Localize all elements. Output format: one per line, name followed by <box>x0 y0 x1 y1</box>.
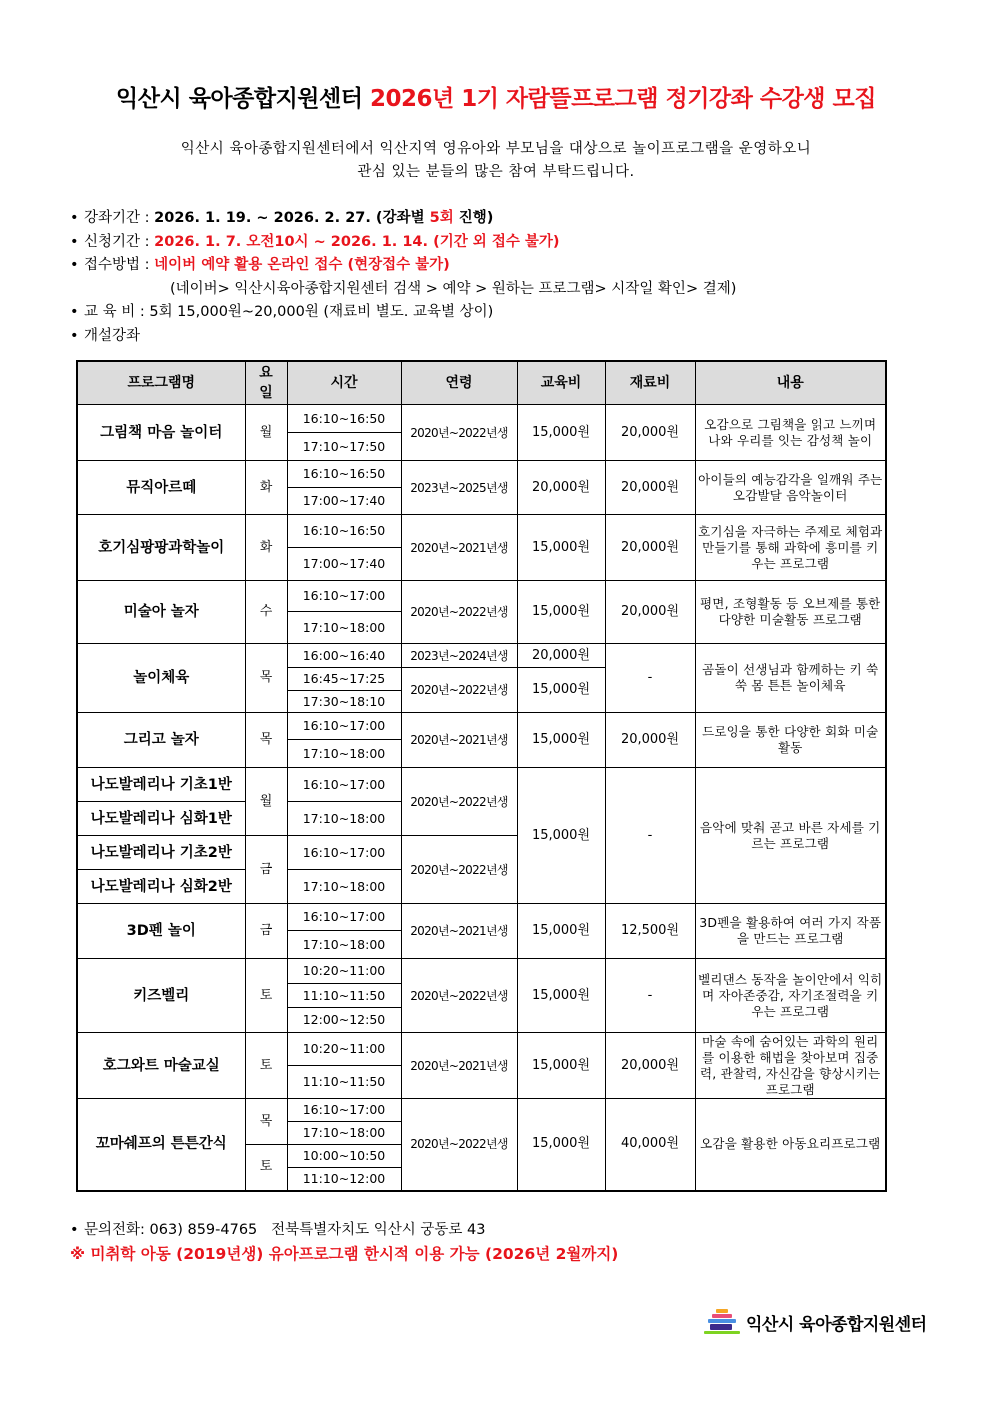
program-time: 17:10~18:00 <box>287 870 401 904</box>
program-material: 20,000원 <box>605 515 695 581</box>
col-program: 프로그램명 <box>77 361 245 405</box>
program-name: 키즈벨리 <box>77 959 245 1033</box>
program-time: 17:10~18:00 <box>287 740 401 768</box>
program-material: - <box>605 768 695 904</box>
program-content: 오감으로 그림책을 읽고 느끼며 나와 우리를 잇는 감성책 놀이 <box>695 405 886 461</box>
program-age: 2020년~2022년생 <box>401 668 517 713</box>
program-content: 오감을 활용한 아동요리프로그램 <box>695 1099 886 1191</box>
table-row <box>77 904 886 931</box>
program-age: 2020년~2022년생 <box>401 1099 517 1191</box>
table-row <box>77 768 886 802</box>
program-age: 2020년~2022년생 <box>401 581 517 644</box>
program-age: 2023년~2025년생 <box>401 461 517 515</box>
program-day: 목 <box>245 713 287 768</box>
program-time: 17:00~17:40 <box>287 488 401 515</box>
program-content: 호기심을 자극하는 주제로 체험과 만들기를 통해 과학에 흥미를 키우는 프로그램 <box>695 515 886 581</box>
program-time: 16:10~17:00 <box>287 836 401 870</box>
program-time: 16:10~17:00 <box>287 713 401 740</box>
program-content: 벨리댄스 동작을 놀이안에서 익히며 자아존중감, 자기조절력을 키우는 프로그램 <box>695 959 886 1033</box>
program-name: 나도발레리나 심화1반 <box>77 802 245 836</box>
page-title-program: 2026년 1기 자람뜰프로그램 정기강좌 수강생 모집 <box>369 86 876 112</box>
table-row <box>77 405 886 433</box>
table-row <box>77 515 886 548</box>
info-period <box>70 207 736 231</box>
program-age: 2020년~2021년생 <box>401 904 517 959</box>
apply-value: 2026. 1. 7. 오전10시 ~ 2026. 1. 14. (기간 외 접수 불가) <box>154 233 560 250</box>
program-age: 2020년~2022년생 <box>401 836 517 904</box>
schedule-table <box>76 360 887 1192</box>
program-material: 20,000원 <box>605 1033 695 1099</box>
program-time: 16:10~17:00 <box>287 581 401 612</box>
info-courses <box>70 325 736 349</box>
program-content: 곰돌이 선생님과 함께하는 키 쑥쑥 몸 튼튼 놀이체육 <box>695 644 886 713</box>
program-name: 나도발레리나 심화2반 <box>77 870 245 904</box>
program-name: 뮤직아르떼 <box>77 461 245 515</box>
program-name: 나도발레리나 기초2반 <box>77 836 245 870</box>
program-fee: 15,000원 <box>517 959 605 1033</box>
bullet-icon: • <box>70 233 79 250</box>
program-name: 호그와트 마술교실 <box>77 1033 245 1099</box>
page-title-center: 익산시 육아종합지원센터 <box>116 86 363 112</box>
program-name: 호기심팡팡과학놀이 <box>77 515 245 581</box>
program-day: 화 <box>245 461 287 515</box>
program-name: 3D펜 놀이 <box>77 904 245 959</box>
program-time: 17:10~18:00 <box>287 931 401 959</box>
contact-info: 문의전화: 063) 859-4765 전북특별자치도 익산시 궁동로 43 <box>84 1222 486 1238</box>
program-time: 11:10~11:50 <box>287 984 401 1008</box>
program-time: 10:20~11:00 <box>287 1033 401 1066</box>
program-time: 17:00~17:40 <box>287 548 401 581</box>
program-day: 월 <box>245 768 287 836</box>
program-day: 금 <box>245 836 287 904</box>
program-age: 2020년~2021년생 <box>401 713 517 768</box>
program-day: 목 <box>245 644 287 713</box>
courses-label: 개설강좌 <box>84 327 141 344</box>
program-content: 아이들의 예능감각을 일깨워 주는 오감발달 음악놀이터 <box>695 461 886 515</box>
program-age: 2020년~2021년생 <box>401 515 517 581</box>
table-row <box>77 644 886 668</box>
info-fee <box>70 301 736 325</box>
program-fee: 15,000원 <box>517 768 605 904</box>
col-time: 시간 <box>287 361 401 405</box>
program-day: 금 <box>245 904 287 959</box>
logo-mark-icon <box>704 1309 740 1335</box>
col-content: 내용 <box>695 361 886 405</box>
program-age: 2020년~2022년생 <box>401 959 517 1033</box>
page-title <box>0 80 992 113</box>
program-time: 16:00~16:40 <box>287 644 401 668</box>
table-row <box>77 1033 886 1066</box>
table-row <box>77 959 886 984</box>
program-time: 17:10~17:50 <box>287 433 401 461</box>
program-fee: 15,000원 <box>517 1033 605 1099</box>
program-material: - <box>605 959 695 1033</box>
info-list <box>70 207 736 348</box>
table-row <box>77 713 886 740</box>
program-fee: 15,000원 <box>517 713 605 768</box>
program-time: 16:10~16:50 <box>287 515 401 548</box>
program-time: 12:00~12:50 <box>287 1008 401 1033</box>
program-age: 2020년~2021년생 <box>401 1033 517 1099</box>
program-material: 20,000원 <box>605 461 695 515</box>
program-name: 그리고 놀자 <box>77 713 245 768</box>
program-fee: 15,000원 <box>517 1099 605 1191</box>
program-time: 17:10~18:00 <box>287 802 401 836</box>
info-apply <box>70 231 736 255</box>
program-material: 20,000원 <box>605 713 695 768</box>
program-fee: 15,000원 <box>517 405 605 461</box>
bullet-icon: • <box>70 327 79 344</box>
period-label: 강좌기간 : <box>84 210 155 226</box>
program-day: 토 <box>245 1033 287 1099</box>
program-day: 토 <box>245 1145 287 1191</box>
program-material: 20,000원 <box>605 581 695 644</box>
program-day: 목 <box>245 1099 287 1145</box>
program-time: 16:45~17:25 <box>287 668 401 691</box>
program-time: 17:10~18:00 <box>287 612 401 644</box>
program-time: 10:00~10:50 <box>287 1145 401 1168</box>
program-name: 미술아 놀자 <box>77 581 245 644</box>
col-day: 요 일 <box>245 361 287 405</box>
period-sessions: 5회 <box>429 210 454 226</box>
program-day: 월 <box>245 405 287 461</box>
program-content: 3D펜을 활용하여 여러 가지 작품을 만드는 프로그램 <box>695 904 886 959</box>
program-material: 20,000원 <box>605 405 695 461</box>
program-age: 2020년~2022년생 <box>401 768 517 836</box>
program-time: 10:20~11:00 <box>287 959 401 984</box>
program-fee: 20,000원 <box>517 644 605 668</box>
program-time: 16:10~16:50 <box>287 405 401 433</box>
program-name: 놀이체육 <box>77 644 245 713</box>
program-age: 2023년~2024년생 <box>401 644 517 668</box>
program-name: 나도발레리나 기초1반 <box>77 768 245 802</box>
intro-text <box>0 138 992 184</box>
program-time: 16:10~17:00 <box>287 1099 401 1122</box>
col-age: 연령 <box>401 361 517 405</box>
fee-value: 5회 15,000원~20,000원 (재료비 별도. 교육별 상이) <box>149 304 494 320</box>
program-material: 12,500원 <box>605 904 695 959</box>
program-fee: 15,000원 <box>517 581 605 644</box>
table-row <box>77 581 886 612</box>
program-name: 꼬마쉐프의 튼튼간식 <box>77 1099 245 1191</box>
program-material: 40,000원 <box>605 1099 695 1191</box>
program-time: 11:10~11:50 <box>287 1066 401 1099</box>
period-value-a: 2026. 1. 19. ~ 2026. 2. 27. (강좌별 <box>154 210 430 226</box>
logo-text: 익산시 육아종합지원센터 <box>746 1314 927 1335</box>
program-fee: 15,000원 <box>517 515 605 581</box>
program-content: 마술 속에 숨어있는 과학의 원리를 이용한 해법을 찾아보며 집중력, 관찰력, 자신감을 향상시키는 프로그램 <box>695 1033 886 1099</box>
bullet-icon: • <box>70 210 79 226</box>
program-time: 17:10~18:00 <box>287 1122 401 1145</box>
table-row <box>77 1099 886 1122</box>
program-fee: 15,000원 <box>517 904 605 959</box>
method-path: (네이버> 익산시육아종합지원센터 검색 > 예약 > 원하는 프로그램> 시작일 확인> 결제) <box>170 280 737 297</box>
program-content: 드로잉을 통한 다양한 회화 미술활동 <box>695 713 886 768</box>
program-age: 2020년~2022년생 <box>401 405 517 461</box>
table-row <box>77 461 886 488</box>
notice-line: ※ 미취학 아동 (2019년생) 유아프로그램 한시적 이용 가능 (2026년 2월까지) <box>70 1245 619 1263</box>
program-time: 16:10~17:00 <box>287 904 401 931</box>
table-header-row <box>77 361 886 405</box>
program-time: 11:10~12:00 <box>287 1168 401 1191</box>
program-day: 수 <box>245 581 287 644</box>
bullet-icon: • <box>70 257 79 273</box>
period-value-b: 진행) <box>453 210 494 226</box>
method-label: 접수방법 : <box>84 257 155 273</box>
info-method <box>70 254 736 278</box>
col-fee: 교육비 <box>517 361 605 405</box>
contact-line <box>70 1218 618 1242</box>
program-material: - <box>605 644 695 713</box>
fee-label: 교 육 비 : <box>84 304 150 320</box>
bullet-icon: • <box>70 304 79 320</box>
method-value: 네이버 예약 활용 온라인 접수 (현장접수 불가) <box>154 257 450 273</box>
bullet-icon: • <box>70 1222 79 1238</box>
program-time: 16:10~16:50 <box>287 461 401 488</box>
program-content: 평면, 조형활동 등 오브제를 통한 다양한 미술활동 프로그램 <box>695 581 886 644</box>
footer <box>70 1218 618 1266</box>
program-name: 그림책 마음 놀이터 <box>77 405 245 461</box>
program-fee: 20,000원 <box>517 461 605 515</box>
col-material: 재료비 <box>605 361 695 405</box>
program-time: 17:30~18:10 <box>287 691 401 713</box>
program-time: 16:10~17:00 <box>287 768 401 802</box>
intro-line-2: 관심 있는 분들의 많은 참여 부탁드립니다. <box>357 164 635 180</box>
program-day: 화 <box>245 515 287 581</box>
center-logo <box>704 1309 927 1335</box>
program-day: 토 <box>245 959 287 1033</box>
apply-label: 신청기간 : <box>84 233 155 250</box>
period-value <box>154 210 493 226</box>
program-content: 음악에 맞춰 곧고 바른 자세를 기르는 프로그램 <box>695 768 886 904</box>
program-fee: 15,000원 <box>517 668 605 713</box>
intro-line-1: 익산시 육아종합지원센터에서 익산지역 영유아와 부모님을 대상으로 놀이프로그램을 운영하오니 <box>180 141 812 157</box>
